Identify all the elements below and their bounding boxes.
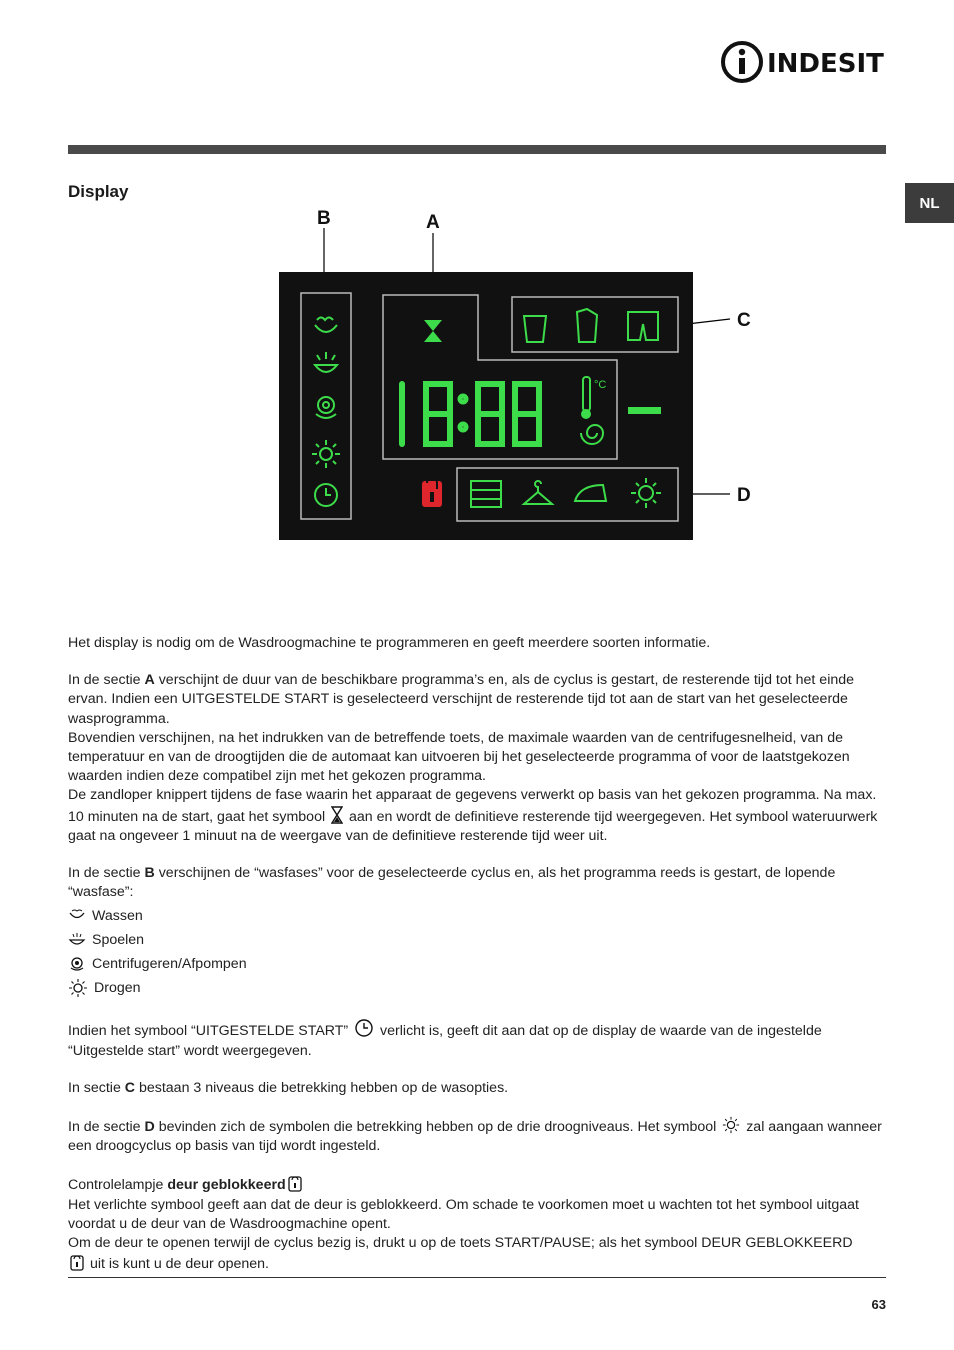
phase-dry: Drogen	[68, 976, 886, 1000]
label-c: C	[737, 310, 751, 331]
spin-inline-icon	[68, 956, 86, 972]
label-d: D	[737, 485, 751, 506]
phase-rinse: Spoelen	[68, 928, 886, 952]
footer-rule	[68, 1277, 886, 1278]
door-lock-inline-icon	[288, 1174, 302, 1192]
paragraph-hourglass: De zandloper knippert tijdens de fase waarin het apparaat de gegevens verwerkt op basis van het gekozen programma. Na max. 10 minuten na de start, gaat het symbool aan en wordt de definitieve resterende tijd weergegeven. Het symbool wateruurwerk gaat na ongeveer 1 minuut na de weergave van de definitieve resterende tijd weer uit.	[68, 787, 878, 844]
rinse-inline-icon	[68, 932, 86, 948]
language-tab: NL	[905, 183, 954, 223]
paragraph-section-d: In de sectie D bevinden zich de symbolen die betrekking hebben op de drie droogniveaus. Het symbool zal aangaan wanneer een droogcyclus op basis van tijd wordt ingesteld.	[68, 1116, 886, 1156]
label-a: A	[426, 212, 440, 233]
display-diagram	[270, 200, 770, 550]
digit-readout: 18:88	[270, 200, 273, 201]
header-rule	[68, 145, 886, 154]
phase-list	[68, 904, 886, 1000]
paragraph-section-b: In de sectie B verschijnen de “wasfases” voor de geselecteerde cyclus en, als het programma reeds is gestart, de lopende “wasfase”:	[68, 865, 836, 901]
paragraph-door-lock-title: Controlelampje deur geblokkeerd	[68, 1174, 886, 1195]
paragraph-max-values: Bovendien verschijnen, na het indrukken van de betreffende toets, de maximale waarden van de centrifugesnelheid, van de temperatuur en van de droogtijden die de automaat kan uitvoeren bij het geselecteerde programma of voor de laatstgekozen waarden indien deze compatibel zijn met het gekozen programma.	[68, 729, 850, 785]
label-b: B	[317, 208, 331, 229]
phase-wash: Wassen	[68, 904, 886, 928]
paragraph-door-lock: Het verlichte symbool geeft aan dat de deur is geblokkeerd. Om schade te voorkomen moet u wachten tot het symbool uitgaat voordat u de deur van de Wasdroogmachine opent.	[68, 1196, 859, 1232]
body-text	[68, 634, 886, 1274]
paragraph-open-door: Om de deur te openen terwijl de cyclus bezig is, drukt u op de toets START/PAUSE; als het symbool DEUR GEBLOKKEERD uit is kunt u de deur openen.	[68, 1235, 853, 1273]
temp-unit: °C	[594, 379, 607, 391]
section-title: Display	[68, 182, 129, 201]
time-dry-inline-icon	[722, 1116, 740, 1134]
paragraph-section-a: In de sectie A verschijnt de duur van de beschikbare programma’s en, als de cyclus is gestart, de resterende tijd tot het einde ervan. Indien een UITGESTELDE START is geselecteerd verschijnt de resterende tijd tot aan de start van het geselecteerde wasprogramma.	[68, 672, 855, 727]
paragraph-intro: Het display is nodig om de Wasdroogmachine te programmeren en geeft meerdere soorten informatie.	[68, 635, 711, 651]
paragraph-delay-start: Indien het symbool “UITGESTELDE START” verlicht is, geeft dit aan dat op de display de waarde van de ingestelde “Uitgestelde start” wordt weergegeven.	[68, 1018, 886, 1060]
paragraph-section-c: In sectie C bestaan 3 niveaus die betrekking hebben op de wasopties.	[68, 1079, 509, 1096]
dry-inline-icon	[68, 978, 88, 998]
door-lock-inline-icon-2	[70, 1253, 84, 1271]
indesit-logo	[720, 38, 890, 88]
dash-segment	[628, 407, 661, 414]
page-number: 63	[871, 1297, 886, 1312]
brand-text: INDESIT	[767, 49, 884, 79]
wash-inline-icon	[68, 909, 86, 923]
phase-spin: Centrifugeren/Afpompen	[68, 952, 886, 976]
delay-start-inline-icon	[354, 1018, 374, 1038]
hourglass-inline-icon	[331, 806, 343, 824]
